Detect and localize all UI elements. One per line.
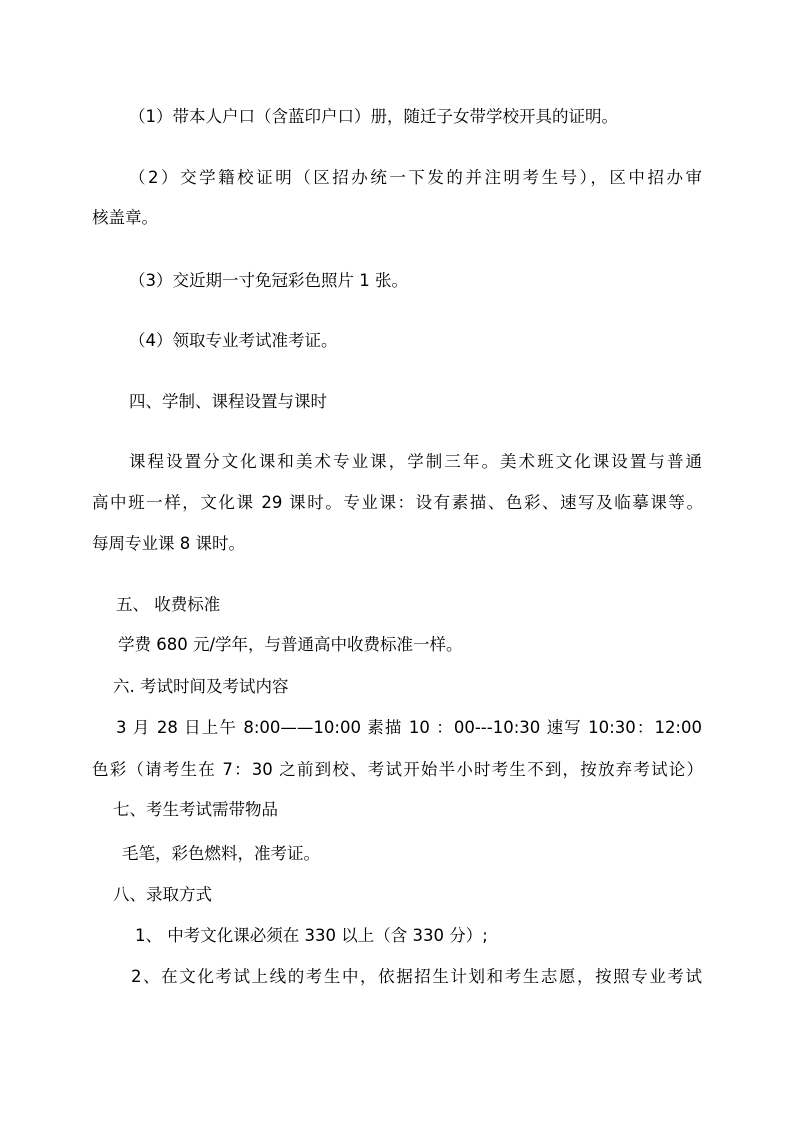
- section-heading-5: 五、 收费标准: [116, 595, 221, 614]
- admission-rule-1: 1、 中考文化课必须在 330 以上（含 330 分）;: [135, 926, 488, 945]
- section-4-paragraph-line-2: 高中班一样，文化课 29 课时。专业课：设有素描、色彩、速写及临摹课等。: [92, 493, 703, 512]
- admission-rule-2-line-1: 2、在文化考试上线的考生中，依据招生计划和考生志愿，按照专业考试: [131, 967, 702, 986]
- requirement-item-1: （1）带本人户口（含蓝印户口）册，随迁子女带学校开具的证明。: [129, 107, 618, 126]
- section-7-paragraph: 毛笔，彩色燃料，准考证。: [122, 844, 320, 863]
- section-4-paragraph-line-3: 每周专业课 8 课时。: [92, 534, 245, 553]
- requirement-item-2-line-2: 核盖章。: [92, 208, 158, 227]
- requirement-item-4: （4）领取专业考试准考证。: [129, 331, 338, 350]
- section-heading-4: 四、学制、课程设置与课时: [129, 392, 327, 411]
- section-heading-8: 八、录取方式: [113, 885, 212, 904]
- section-heading-6: 六. 考试时间及考试内容: [113, 677, 289, 696]
- section-4-paragraph-line-1: 课程设置分文化课和美术专业课，学制三年。美术班文化课设置与普通: [129, 452, 702, 471]
- section-6-schedule-line-1: 3 月 28 日上午 8:00——10:00 素描 10 ：00---10:30 速写 10:30：12:00: [116, 718, 702, 737]
- section-heading-7: 七、考生考试需带物品: [113, 800, 278, 819]
- section-5-paragraph: 学费 680 元/学年，与普通高中收费标准一样。: [118, 635, 463, 654]
- requirement-item-3: （3）交近期一寸免冠彩色照片 1 张。: [129, 271, 408, 290]
- requirement-item-2-line-1: （2）交学籍校证明（区招办统一下发的并注明考生号），区中招办审: [129, 168, 702, 187]
- section-6-schedule-line-2: 色彩（请考生在 7：30 之前到校、考试开始半小时考生不到，按放弃考试论）: [92, 760, 703, 779]
